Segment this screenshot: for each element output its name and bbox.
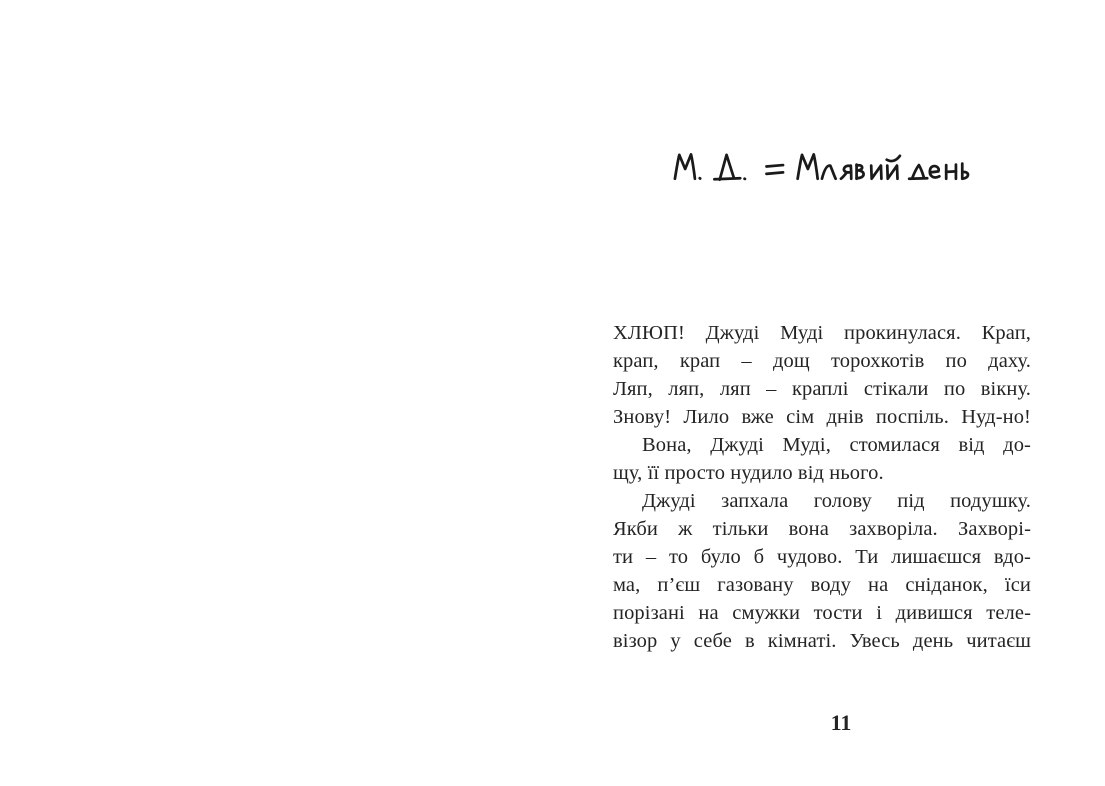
title-equals-sign [766,165,783,174]
text-line: Знову! Лило вже сім днів поспіль. Нуд-но! [613,406,1031,428]
text-line: порізані на смужки тости і дивишся теле- [613,602,1031,624]
text-line: візор у себе в кімнаті. Увесь день читаєш [613,630,1031,652]
handwritten-title-art [672,147,972,189]
text-line: Вона, Джуді Муді, стомилася від до- [642,434,1031,456]
text-line: ти – то було б чудово. Ти лишаєшся вдо- [613,546,1031,568]
text-line: Джуді запхала голову під подушку. [642,490,1031,512]
title-word-mlyavyi [798,154,900,178]
title-word-d-abbrev [714,155,745,180]
text-line: крап, крап – дощ торохкотів по даху. [613,350,1031,372]
page-number-value: 11 [830,710,852,735]
text-line: ма, п’єш газовану воду на сніданок, їси [613,574,1031,596]
page-number [613,710,1031,736]
text-line: Якби ж тільки вона захворіла. Захворі- [613,518,1031,540]
body-text [613,319,1031,655]
title-word-den [909,164,968,179]
text-line: Ляп, ляп, ляп – краплі стікали по вікну. [613,378,1031,400]
title-word-m-abbrev [675,154,700,178]
text-line: щу, її просто нудило від нього. [613,462,884,484]
chapter-title [613,147,1031,191]
text-line: ХЛЮП! Джуді Муді прокинулася. Крап, [613,322,1031,344]
